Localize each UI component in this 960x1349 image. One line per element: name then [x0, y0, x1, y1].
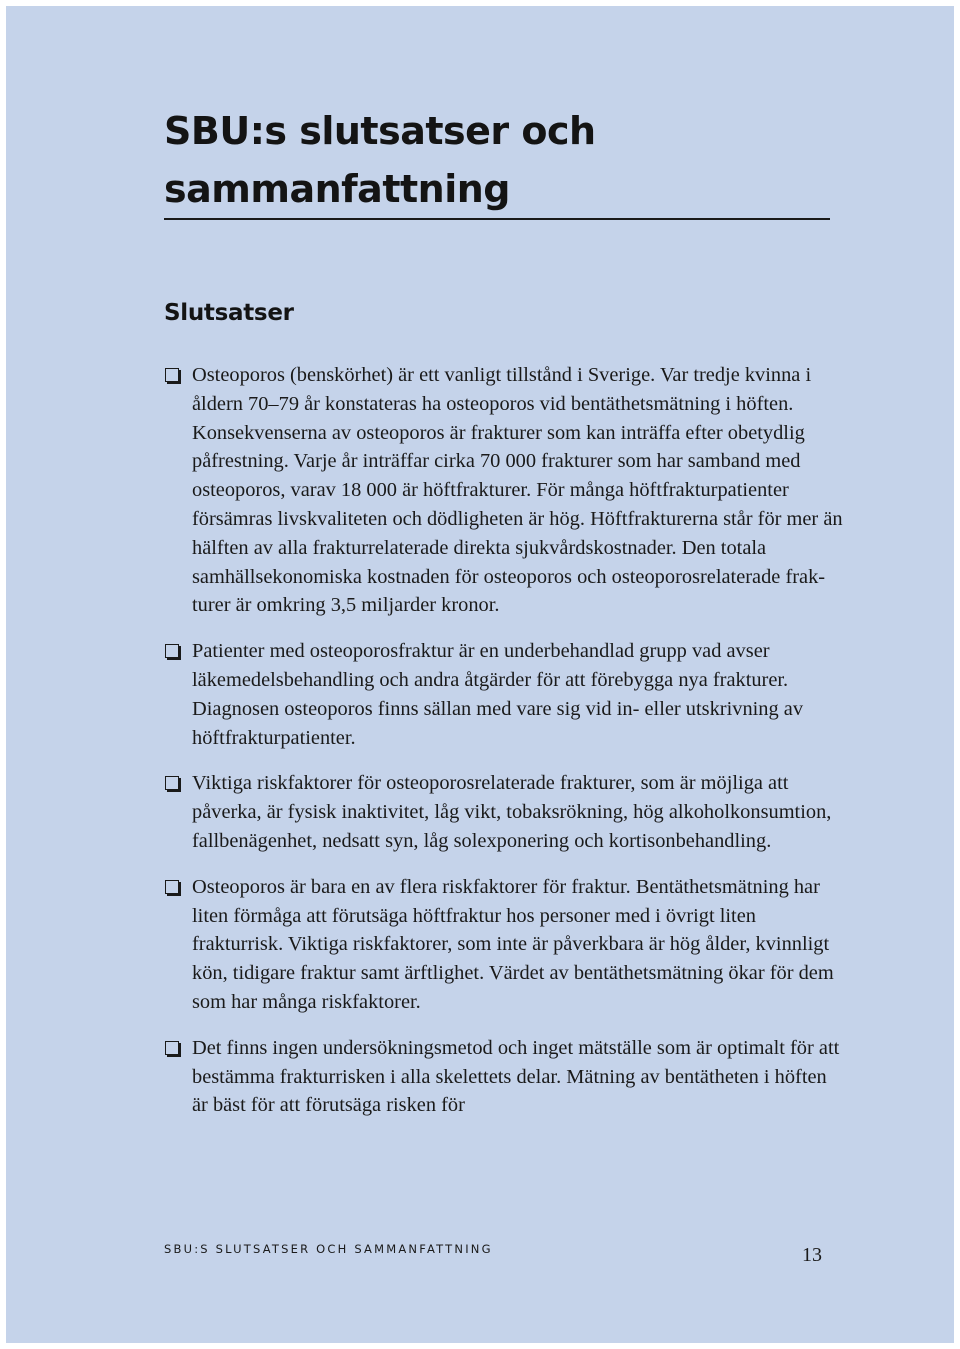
list-item — [164, 637, 844, 752]
checkbox-bullet-icon — [165, 644, 179, 658]
checkbox-bullet-icon — [165, 880, 179, 894]
checkbox-bullet-icon — [165, 368, 179, 382]
list-item-text: Det finns ingen undersökningsmetod och inget mätställe som är optimalt för att bestämma frakturrisken i alla skelettets delar. Mätning av bentätheten i höften är bäst för att förutsäga risken för — [192, 1036, 840, 1117]
document-page — [6, 6, 954, 1343]
page-title: SBU:s slutsatser och sammanfattning — [164, 109, 596, 211]
list-item — [164, 769, 844, 855]
list-item — [164, 361, 844, 620]
section-heading: Slutsatser — [164, 300, 294, 326]
list-item-text: Osteoporos är bara en av flera riskfaktorer för fraktur. Bentäthetsmätning har liten förmåga att förutsäga höftfraktur hos personer med i övrigt liten frakturrisk. Viktiga riskfaktorer, som inte är påverkbara är hög ålder, kvinnligt kön, tidigare fraktur samt ärftlighet. Värdet av bentäthetsmätning ökar för dem som har många riskfaktorer. — [192, 875, 834, 1013]
checkbox-bullet-icon — [165, 776, 179, 790]
title-underline — [164, 218, 830, 220]
list-item-text: Patienter med osteoporosfraktur är en underbehandlad grupp vad avser läkemedelsbehandling och andra åtgärder för att förebygga nya frakturer. Diagnosen osteoporos finns sällan med vare sig vid in- eller utskrivning av höftfrakturpatienter. — [192, 640, 804, 749]
running-footer-title: SBU:S SLUTSATSER OCH SAMMANFATTNING — [164, 1242, 493, 1256]
checkbox-bullet-icon — [165, 1041, 179, 1055]
list-item-text: Viktiga riskfaktorer för osteoporosrelaterade frakturer, som är möjliga att påverka, är fysisk inaktivitet, låg vikt, tobaksrökning, hög alkoholkonsumtion, fallbenägenhet, nedsatt syn, låg solexponering och kortisonbehandling. — [192, 772, 832, 852]
conclusions-list — [164, 361, 844, 1137]
list-item-text: Osteoporos (benskörhet) är ett vanligt tillstånd i Sverige. Var tredje kvinna i åldern 70–79 år konstateras ha osteoporos vid bentäthetsmätning i höften. Konsekvenserna av osteoporos är frakturer som kan inträffa efter obetydlig påfrestning. Varje år inträffar cirka 70 000 frakturer som har samband med osteoporos, varav 18 000 är höftfrakturer. För många höftfrakturpatienter försämras livskvaliteten och dödligheten är hög. Höftfrakturerna står för mer än hälften av alla frakturrelaterade direkta sjukvårdskostnader. Den totala samhällsekonomiska kostnaden för osteoporos och osteoporosrelaterade frakturer är omkring 3,5 miljarder kronor. — [192, 364, 843, 617]
list-item — [164, 1034, 844, 1120]
page-number: 13 — [802, 1244, 822, 1266]
list-item — [164, 873, 844, 1017]
